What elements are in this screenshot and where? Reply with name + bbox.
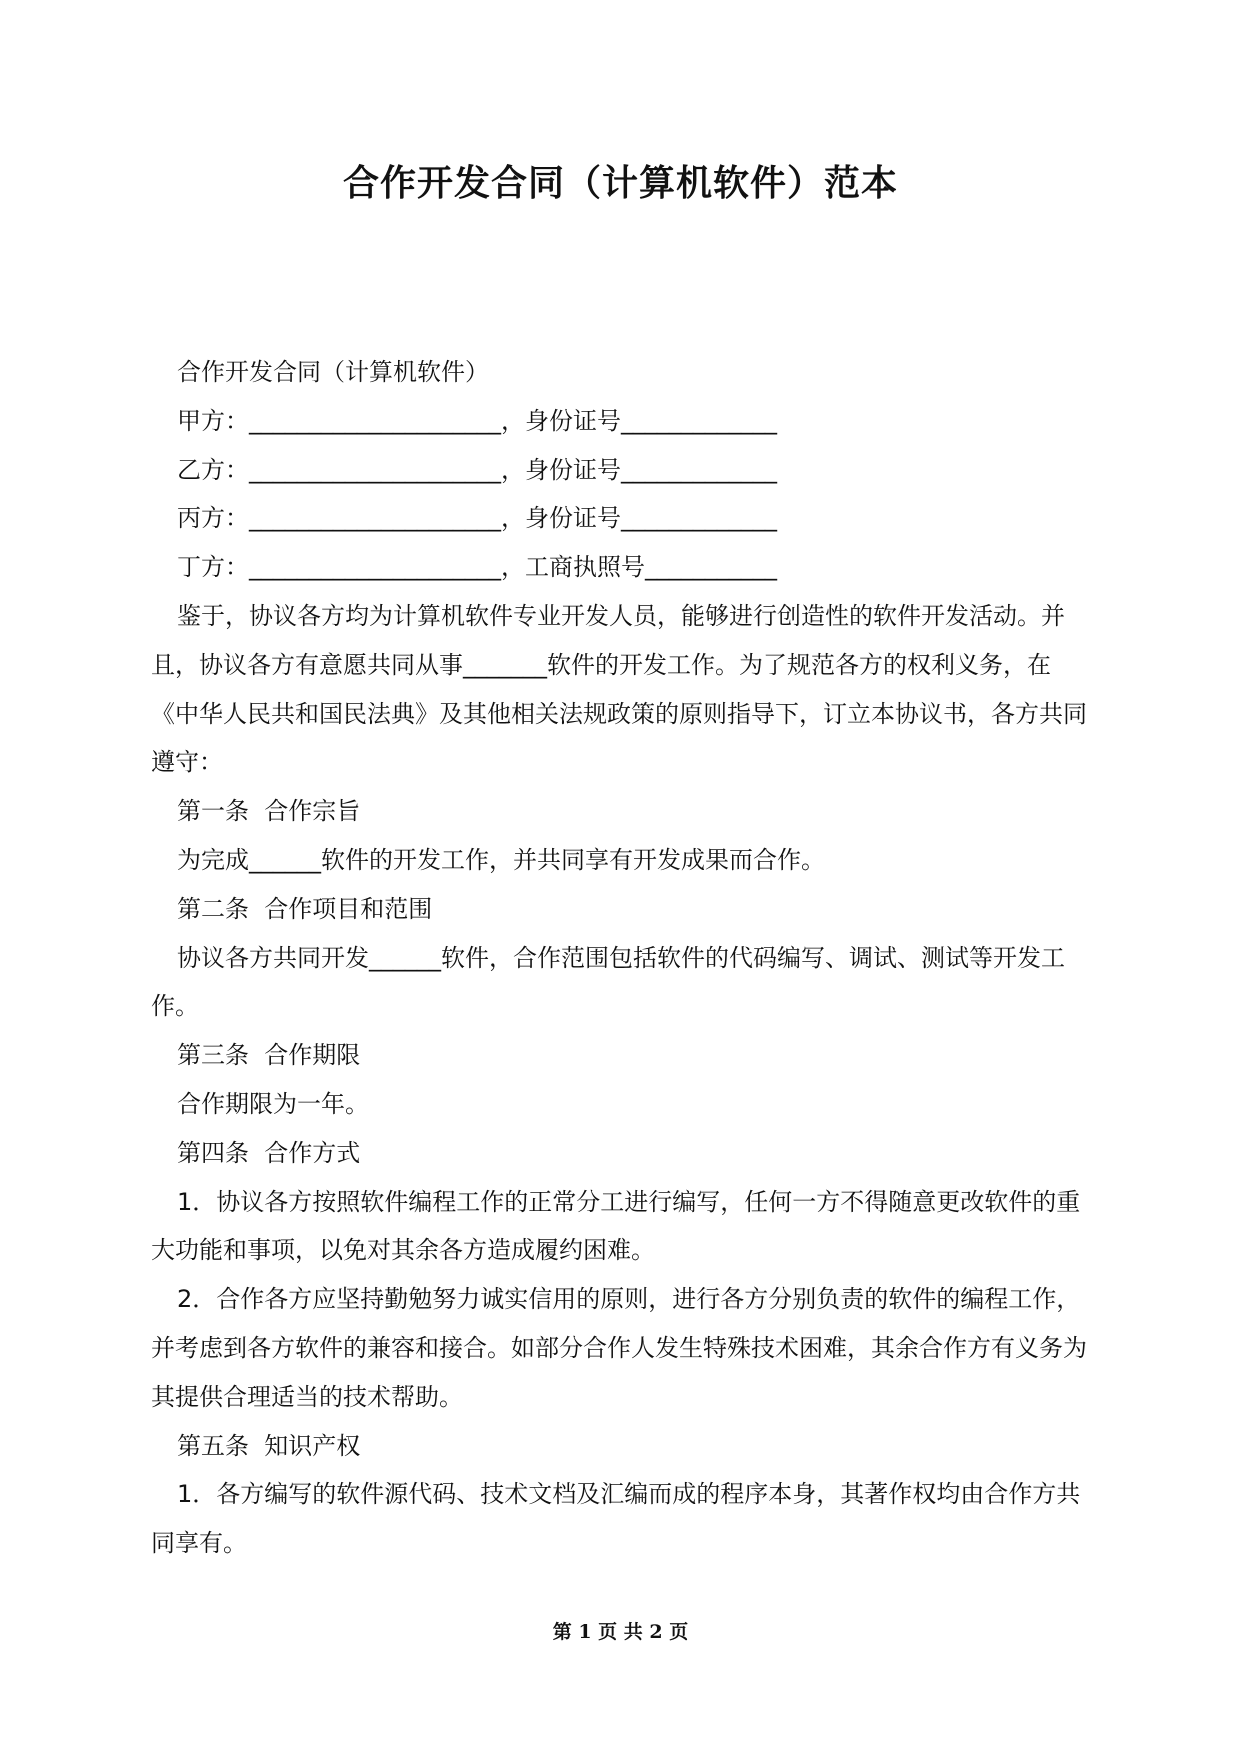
party-d-line: 丁方：_____________________，工商执照号___________: [177, 553, 777, 582]
article-2-text: 协议各方共同开发______软件，合作范围包括软件的代码编写、调试、测试等开发工作。: [151, 943, 1065, 1021]
party-c-line: 丙方：_____________________，身份证号_____________: [177, 504, 777, 533]
page-number-footer: 第 1 页 共 2 页: [552, 1621, 689, 1643]
document-body: [151, 348, 1096, 1568]
preamble-paragraph: 鉴于，协议各方均为计算机软件专业开发人员，能够进行创造性的软件开发活动。并且，协议各方有意愿共同从事_______软件的开发工作。为了规范各方的权利义务，在《中华人民共和国民法典》及其他相关法规政策的原则指导下，订立本协议书，各方共同遵守：: [151, 601, 1087, 777]
article-4-clause-2: 2．合作各方应坚持勤勉努力诚实信用的原则，进行各方分别负责的软件的编程工作，并考虑到各方软件的兼容和接合。如部分合作人发生特殊技术困难，其余合作方有义务为其提供合理适当的技术帮助。: [151, 1285, 1087, 1411]
article-5-heading: 第五条 知识产权: [177, 1431, 361, 1460]
article-5-clause-1: 1．各方编写的软件源代码、技术文档及汇编而成的程序本身，其著作权均由合作方共同享有。: [151, 1480, 1081, 1558]
article-2-heading: 第二条 合作项目和范围: [177, 894, 433, 923]
article-3-heading: 第三条 合作期限: [177, 1041, 361, 1070]
party-a-line: 甲方：_____________________，身份证号_____________: [177, 406, 777, 435]
article-4-clause-1: 1．协议各方按照软件编程工作的正常分工进行编写，任何一方不得随意更改软件的重大功能和事项，以免对其余各方造成履约困难。: [151, 1187, 1081, 1265]
contract-heading: 合作开发合同（计算机软件）: [177, 358, 489, 386]
article-3-text: 合作期限为一年。: [177, 1089, 369, 1118]
document-title: 合作开发合同（计算机软件）范本: [342, 163, 898, 204]
article-4-heading: 第四条 合作方式: [177, 1138, 361, 1167]
article-1-heading: 第一条 合作宗旨: [177, 797, 361, 826]
party-b-line: 乙方：_____________________，身份证号_____________: [177, 455, 777, 484]
article-1-text: 为完成______软件的开发工作，并共同享有开发成果而合作。: [177, 845, 825, 874]
